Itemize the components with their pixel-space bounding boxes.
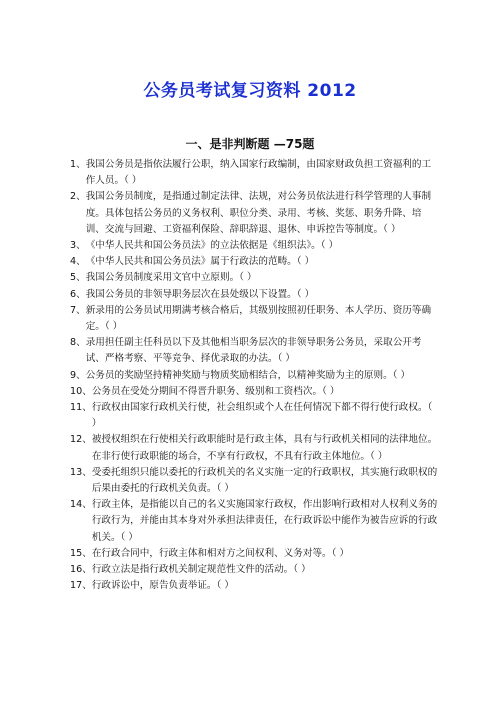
question-item — [70, 497, 438, 546]
question-number: 13、 — [70, 466, 92, 478]
question-text: 我国公务员制度采用文官中立原则。（ ） — [85, 272, 257, 284]
question-text: 公务员在受处分期间不得晋升职务、级别和工资档次。（ ） — [91, 385, 340, 397]
question-item — [70, 562, 438, 578]
question-number: 7、 — [70, 304, 86, 316]
question-text: 录用担任副主任科员以下及其他相当职务层次的非领导职务公务员，采取公开考试、严格考察、平等竞争、择优录取的办法。（ ） — [85, 337, 422, 365]
question-item — [70, 546, 438, 562]
question-number: 2、 — [70, 191, 86, 203]
question-item — [70, 368, 438, 384]
question-item — [70, 432, 438, 464]
question-text: 《中华人民共和国公务员法》的立法依据是《组织法》。（ ） — [85, 240, 339, 252]
question-number: 3、 — [70, 240, 86, 252]
question-item — [70, 254, 438, 270]
question-number: 9、 — [70, 369, 86, 381]
question-text: 我国公务员制度，是指通过制定法律、法规，对公务员依法进行科学管理的人事制度。具体包括公务员的义务权利、职位分类、录用、考核、奖惩、职务升降、培训、交流与回避、工资福利保险、辞职辞退、退休、申诉控告等制度。（ ） — [85, 191, 432, 235]
question-item — [70, 384, 438, 400]
question-list — [70, 157, 438, 594]
question-item — [70, 578, 438, 594]
question-item — [70, 287, 438, 303]
question-text: 行政主体，是指能以自己的名义实施国家行政权，作出影响行政相对人权利义务的行政行为，并能由其本身对外承担法律责任，在行政诉讼中能作为被告应诉的行政机关。（ ） — [91, 499, 438, 543]
question-item — [70, 157, 438, 189]
question-number: 10、 — [70, 385, 92, 397]
question-item — [70, 465, 438, 497]
question-number: 17、 — [70, 580, 92, 592]
question-text: 公务员的奖励坚持精神奖励与物质奖励相结合，以精神奖励为主的原则。（ ） — [85, 369, 411, 381]
question-number: 8、 — [70, 337, 86, 349]
question-text: 被授权组织在行使相关行政职能时是行政主体，具有与行政机关相同的法律地位。在非行使行政职能的场合，不享有行政权，不具有行政主体地位。（ ） — [91, 434, 438, 462]
question-item — [70, 238, 438, 254]
question-number: 6、 — [70, 288, 86, 300]
question-text: 行政权由国家行政机关行使，社会组织或个人在任何情况下都不得行使行政权。（ ） — [91, 402, 433, 430]
question-text: 行政诉讼中，原告负责举证。（ ） — [91, 580, 234, 592]
question-text: 行政立法是指行政机关制定规范性文件的活动。（ ） — [91, 564, 311, 576]
question-number: 4、 — [70, 256, 86, 268]
question-number: 15、 — [70, 547, 92, 559]
question-text: 新录用的公务员试用期满考核合格后，其级别按照初任职务、本人学历、资历等确定。（ ） — [85, 304, 432, 333]
question-text: 我国公务员的非领导职务层次在县处级以下设置。（ ） — [85, 288, 315, 300]
question-item — [70, 335, 438, 367]
document-title: 公务员考试复习资料 2012 — [143, 81, 357, 101]
question-item — [70, 303, 438, 335]
question-number: 11、 — [70, 402, 92, 414]
question-item — [70, 400, 438, 432]
question-number: 1、 — [70, 159, 86, 170]
section-heading: 一、是非判断题 —75题 — [185, 137, 315, 151]
question-number: 16、 — [70, 564, 92, 576]
question-item — [70, 270, 438, 286]
question-number: 12、 — [70, 434, 92, 446]
question-text: 我国公务员是指依法履行公职，纳入国家行政编制，由国家财政负担工资福利的工作人员。（ ） — [85, 159, 432, 187]
question-text: 在行政合同中，行政主体和相对方之间权利、义务对等。（ ） — [91, 547, 350, 559]
question-text: 《中华人民共和国公务员法》属于行政法的范畴。（ ） — [85, 256, 315, 268]
question-number: 14、 — [70, 499, 92, 511]
question-item — [70, 189, 438, 238]
question-number: 5、 — [70, 272, 86, 284]
question-text: 受委托组织只能以委托的行政机关的名义实施一定的行政职权，其实施行政职权的后果由委托的行政机关负责。（ ） — [91, 466, 438, 495]
